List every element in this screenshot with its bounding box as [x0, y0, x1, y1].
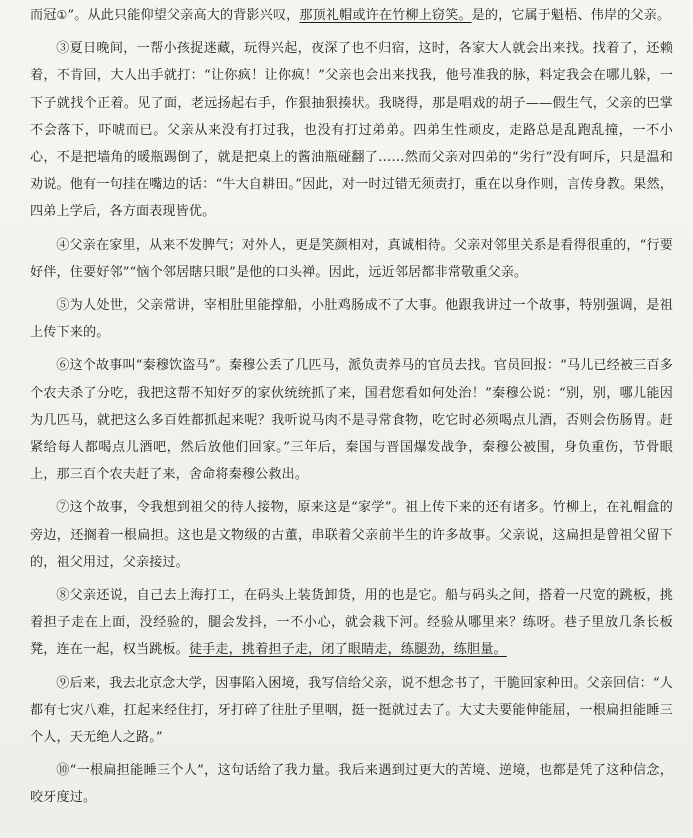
- paragraph-text: ⑨后来，我去北京念大学，因事陷入困境，我写信给父亲，说不想念书了，干脆回家种田。父亲回信：“人都有七灾八难，扛起来经住打，牙打碎了往肚子里咽，挺一挺就过去了。大丈夫要能伸能屈，一根扁担能睡三个人，天无绝人之路。”: [30, 675, 673, 746]
- paragraph-text: ”。从此只能仰望父亲高大的背影兴叹，: [67, 8, 300, 23]
- paragraph-text: ⑩“一根扁担能睡三个人”，这句话给了我力量。我后来遇到过更大的苦境、逆境，也都是凭了这种信念，咬牙度过。: [30, 763, 673, 806]
- underlined-text: 徒手走，挑着担子走，闭了眼睛走，练腿劲，练胆量。: [188, 642, 507, 658]
- essay-text-body: [30, 2, 673, 812]
- underlined-text: 那顶礼帽或许在竹柳上窃笑。: [299, 8, 472, 23]
- paragraph-text: 是的，它属于魁梧、伟岸的父亲。: [471, 8, 671, 23]
- paragraph-text: ③夏日晚间，一帮小孩捉迷藏，玩得兴起，夜深了也不归宿，这时，各家大人就会出来找。找着了，还赖着，不肯回，大人出手就打：“让你疯！让你疯！”父亲也会出来找我，他号准我的脉，料定我会在哪儿躲，一下子就找个正着。见了面，老远扬起右手，作狠抽狠揍状。我晓得，那是唱戏的胡子——假生气，父亲的巴掌不会落下，吓唬而已。父亲从来没有打过我，也没有打过弟弟。四弟生性顽皮，走路总是乱跑乱撞，一不小心，不是把墙角的暖瓶踢倒了，就是把桌上的酱油瓶碰翻了……然而父亲对四弟的“劣行”没有呵斥，只是温和劝说。他有一句挂在嘴边的话：“牛大自耕田。”因此，对一时过错无须责打，重在以身作则，言传身教。果然，四弟上学后，各方面表现皆优。: [30, 41, 673, 220]
- paragraph-p3: [30, 35, 673, 225]
- paragraph-p8: [30, 582, 673, 664]
- paragraph-text: ④父亲在家里，从来不发脾气；对外人，更是笑颜相对，真诚相待。父亲对邻里关系是看得很重的，“行要好伴，住要好邻”“恼个邻居瞎只眼”是他的口头禅。因此，远近邻居都非常敬重父亲。: [30, 237, 673, 280]
- paragraph-p9: [30, 670, 673, 752]
- paragraph-p6: [30, 352, 673, 488]
- paragraph-text: 而冠: [30, 8, 57, 23]
- paragraph-p7: [30, 494, 673, 576]
- paragraph-text: ⑤为人处世，父亲常讲，宰相肚里能撑船，小肚鸡肠成不了大事。他跟我讲过一个故事，特别强调，是祖上传下来的。: [30, 298, 673, 341]
- paragraph-text: ①: [56, 8, 68, 22]
- paragraph-text: ⑥这个故事叫“秦穆饮盗马”。秦穆公丢了几匹马，派负责养马的官员去找。官员回报：“马儿已经被三百多个农夫杀了分吃，我把这帮不知好歹的家伙统统抓了来，国君您看如何处治！”秦穆公说：“别，别，哪儿能因为几匹马，就把这么多百姓都抓起来呢？我听说马肉不是寻常食物，吃它时必须喝点儿酒，否则会伤肠胃。赶紧给每人都喝点儿酒吧，然后放他们回家。”三年后，秦国与晋国爆发战争，秦穆公被围，身负重伤，节骨眼上，那三百个农夫赶了来，舍命将秦穆公救出。: [30, 358, 673, 483]
- paragraph-text: ⑧父亲还说，自己去上海打工，在码头上装货卸货，用的也是它。船与码头之间，搭着一尺宽的跳板，挑着担子走在上面，没经验的，腿会发抖，一不小心，就会栽下河。经验从哪里来？练呀。巷子里放几条长板凳，连在一起，权当跳板。: [30, 588, 673, 658]
- paragraph-text: ⑦这个故事，令我想到祖父的待人接物，原来这是“家学”。祖上传下来的还有诸多。竹柳上，在礼帽盒的旁边，还搁着一根扁担。这也是文物级的古董，串联着父亲前半生的许多故事。父亲说，这扁担是曾祖父留下的，祖父用过，父亲接过。: [30, 500, 673, 570]
- paragraph-p5: [30, 292, 673, 346]
- paragraph-p-cont: [30, 2, 673, 29]
- paragraph-p10: [30, 757, 673, 811]
- paragraph-p4: [30, 232, 673, 286]
